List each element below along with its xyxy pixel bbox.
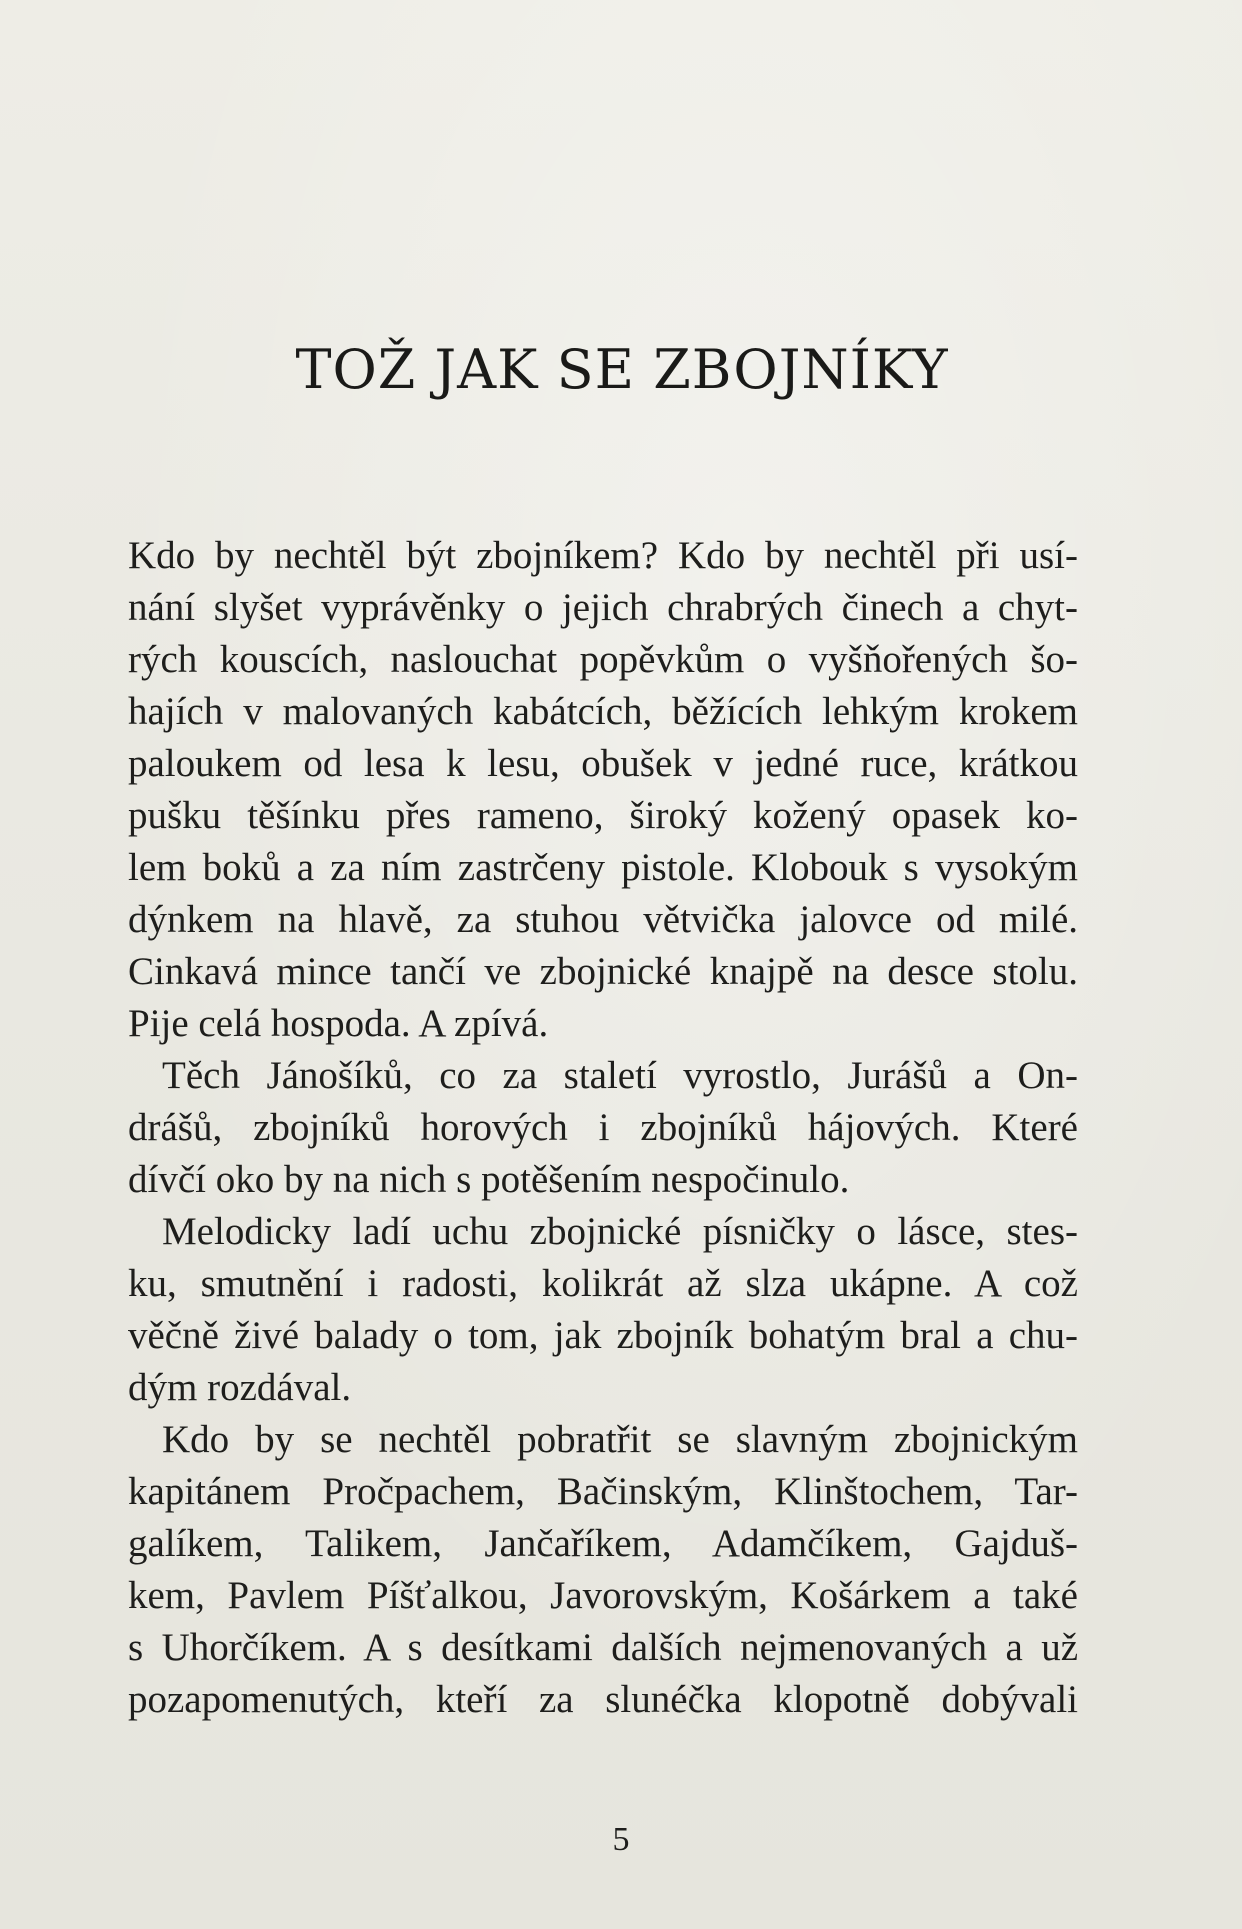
- body-text: [128, 530, 1078, 1726]
- text-line: pozapomenutých, kteří za slunéčka klopotně dobývali: [128, 1678, 1078, 1721]
- text-line: Cinkavá mince tančí ve zbojnické knajpě na desce stolu.: [128, 950, 1078, 993]
- text-line: lem boků a za ním zastrčeny pistole. Klobouk s vysokým: [128, 846, 1078, 889]
- text-line: Melodicky ladí uchu zbojnické písničky o lásce, stes-: [162, 1210, 1078, 1253]
- text-line: Kdo by nechtěl být zbojníkem? Kdo by nechtěl při usí-: [128, 534, 1078, 577]
- text-line: rých kouscích, naslouchat popěvkům o vyšňořených šo-: [128, 638, 1078, 681]
- text-line: dým rozdával.: [128, 1366, 352, 1409]
- text-line: pušku těšínku přes rameno, široký kožený opasek ko-: [128, 794, 1078, 837]
- text-line: ku, smutnění i radosti, kolikrát až slza ukápne. A což: [128, 1262, 1078, 1305]
- text-line: věčně živé balady o tom, jak zbojník bohatým bral a chu-: [128, 1314, 1078, 1357]
- text-line: drášů, zbojníků horových i zbojníků hájových. Které: [128, 1106, 1078, 1149]
- text-line: dýnkem na hlavě, za stuhou větvička jalovce od milé.: [128, 898, 1078, 941]
- text-line: kem, Pavlem Píšťalkou, Javorovským, Košárkem a také: [128, 1574, 1078, 1617]
- text-line: Kdo by se nechtěl pobratřit se slavným zbojnickým: [162, 1418, 1078, 1461]
- chapter-title: TOŽ JAK SE ZBOJNÍKY: [295, 338, 949, 401]
- text-line: s Uhorčíkem. A s desítkami dalších nejmenovaných a už: [128, 1626, 1078, 1669]
- text-line: galíkem, Talikem, Jančaříkem, Adamčíkem, Gajduš-: [128, 1522, 1078, 1565]
- text-line: dívčí oko by na nich s potěšením nespočinulo.: [128, 1158, 850, 1201]
- text-line: kapitánem Pročpachem, Bačinským, Klinštochem, Tar-: [128, 1470, 1078, 1513]
- page-number: 5: [612, 1821, 630, 1858]
- text-line: paloukem od lesa k lesu, obušek v jedné ruce, krátkou: [128, 742, 1078, 785]
- text-line: hajích v malovaných kabátcích, běžících lehkým krokem: [128, 690, 1078, 733]
- text-line: Těch Jánošíků, co za staletí vyrostlo, Jurášů a On-: [162, 1054, 1078, 1097]
- text-line: nání slyšet vyprávěnky o jejich chrabrých činech a chyt-: [128, 586, 1078, 629]
- text-line: Pije celá hospoda. A zpívá.: [128, 1002, 549, 1045]
